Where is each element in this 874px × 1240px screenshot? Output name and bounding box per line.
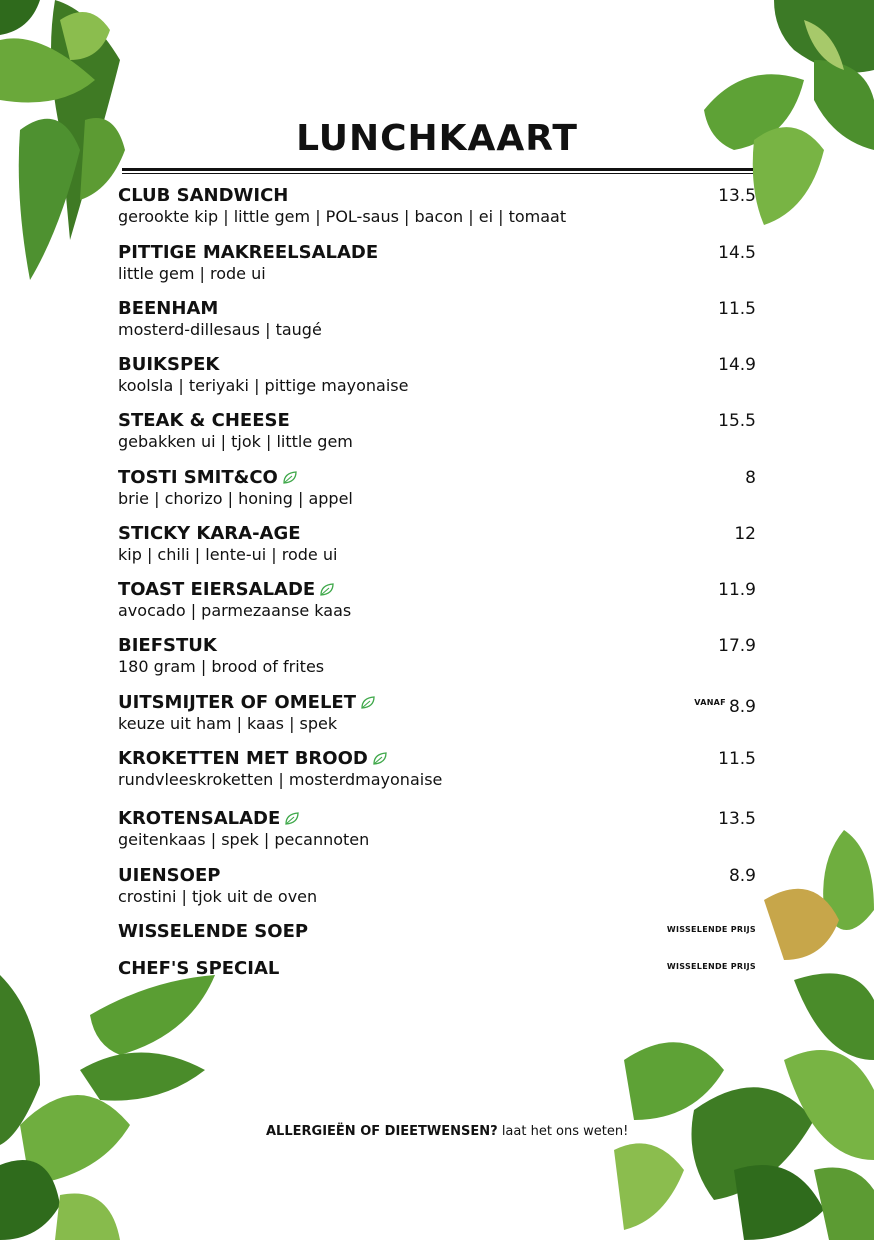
item-price: 13.5 [718,186,756,206]
menu-item-sticky-kara-age [118,523,756,573]
item-name: STEAK & CHEESE [118,410,290,431]
menu-item-club-sandwich [118,185,756,235]
menu-item-krotensalade [118,808,756,858]
item-description: crostini | tjok uit de oven [118,887,318,906]
vegetarian-leaf-icon [319,583,335,596]
menu-item-beenham [118,298,756,348]
menu-item-uitsmijter-of-omelet [118,692,756,742]
item-price: 11.9 [718,580,756,600]
item-description: geitenkaas | spek | pecannoten [118,830,370,849]
item-price: 8.9 [728,697,756,717]
item-name-row [118,692,376,714]
item-price: 8 [745,468,756,488]
item-price: 11.5 [718,749,756,769]
price-prefix: VANAF [694,698,726,707]
allergy-notice-bold: ALLERGIEËN OF DIEETWENSEN? [266,1124,498,1139]
item-name: TOAST EIERSALADE [118,579,316,600]
menu-item-pittige-makreelsalade [118,242,756,292]
menu-item-chefs-special [118,958,756,982]
item-description: little gem | rode ui [118,264,266,283]
title-divider-thin [122,173,753,174]
allergy-notice [266,1124,628,1139]
item-name: PITTIGE MAKREELSALADE [118,242,379,263]
item-description: gebakken ui | tjok | little gem [118,432,353,451]
vegetarian-leaf-icon [360,696,376,709]
item-price: 11.5 [718,299,756,319]
menu-item-uiensoep [118,865,756,915]
item-name: BEENHAM [118,298,219,319]
menu-item-toast-eiersalade [118,579,756,629]
item-name: KROTENSALADE [118,808,281,829]
vegetarian-leaf-icon [284,812,300,825]
item-price: 17.9 [718,636,756,656]
menu-item-steak-cheese [118,410,756,460]
item-price: 8.9 [728,866,756,886]
item-name: STICKY KARA-AGE [118,523,301,544]
item-name-row [118,748,388,770]
title-divider-thick [122,168,753,171]
item-description: koolsla | teriyaki | pittige mayonaise [118,376,409,395]
item-description: avocado | parmezaanse kaas [118,601,352,620]
vegetarian-leaf-icon [372,752,388,765]
menu-item-biefstuk [118,635,756,685]
item-name: CHEF'S SPECIAL [118,958,280,979]
item-description: brie | chorizo | honing | appel [118,489,353,508]
item-name: BUIKSPEK [118,354,220,375]
item-name: WISSELENDE SOEP [118,921,309,942]
item-name: CLUB SANDWICH [118,185,289,206]
item-name: TOSTI SMIT&CO [118,467,278,488]
menu-item-tosti-smitco [118,467,756,517]
vegetarian-leaf-icon [282,471,298,484]
item-price: 14.5 [718,243,756,263]
item-price-note: WISSELENDE PRIJS [666,962,756,971]
item-price: 14.9 [718,355,756,375]
item-price: 12 [734,524,756,544]
item-name-row [118,467,298,489]
item-price: 13.5 [718,809,756,829]
menu-item-buikspek [118,354,756,404]
item-name: BIEFSTUK [118,635,217,656]
item-description: mosterd-dillesaus | taugé [118,320,322,339]
item-price-note: WISSELENDE PRIJS [666,925,756,934]
item-name: KROKETTEN MET BROOD [118,748,368,769]
item-name: UIENSOEP [118,865,221,886]
item-price: 15.5 [718,411,756,431]
item-description: 180 gram | brood of frites [118,657,325,676]
item-description: rundvleeskroketten | mosterdmayonaise [118,770,443,789]
item-description: kip | chili | lente-ui | rode ui [118,545,338,564]
allergy-notice-text: laat het ons weten! [501,1124,629,1139]
item-price-row [694,692,756,718]
item-description: gerookte kip | little gem | POL-saus | bacon | ei | tomaat [118,207,567,226]
menu-item-kroketten-met-brood [118,748,756,798]
item-name-row [118,579,335,601]
menu-item-wisselende-soep [118,921,756,945]
item-description: keuze uit ham | kaas | spek [118,714,338,733]
item-name: UITSMIJTER OF OMELET [118,692,356,713]
item-name-row [118,808,300,830]
menu-title: LUNCHKAART [296,118,578,159]
leaves-decoration-bottom-left [0,975,225,1240]
